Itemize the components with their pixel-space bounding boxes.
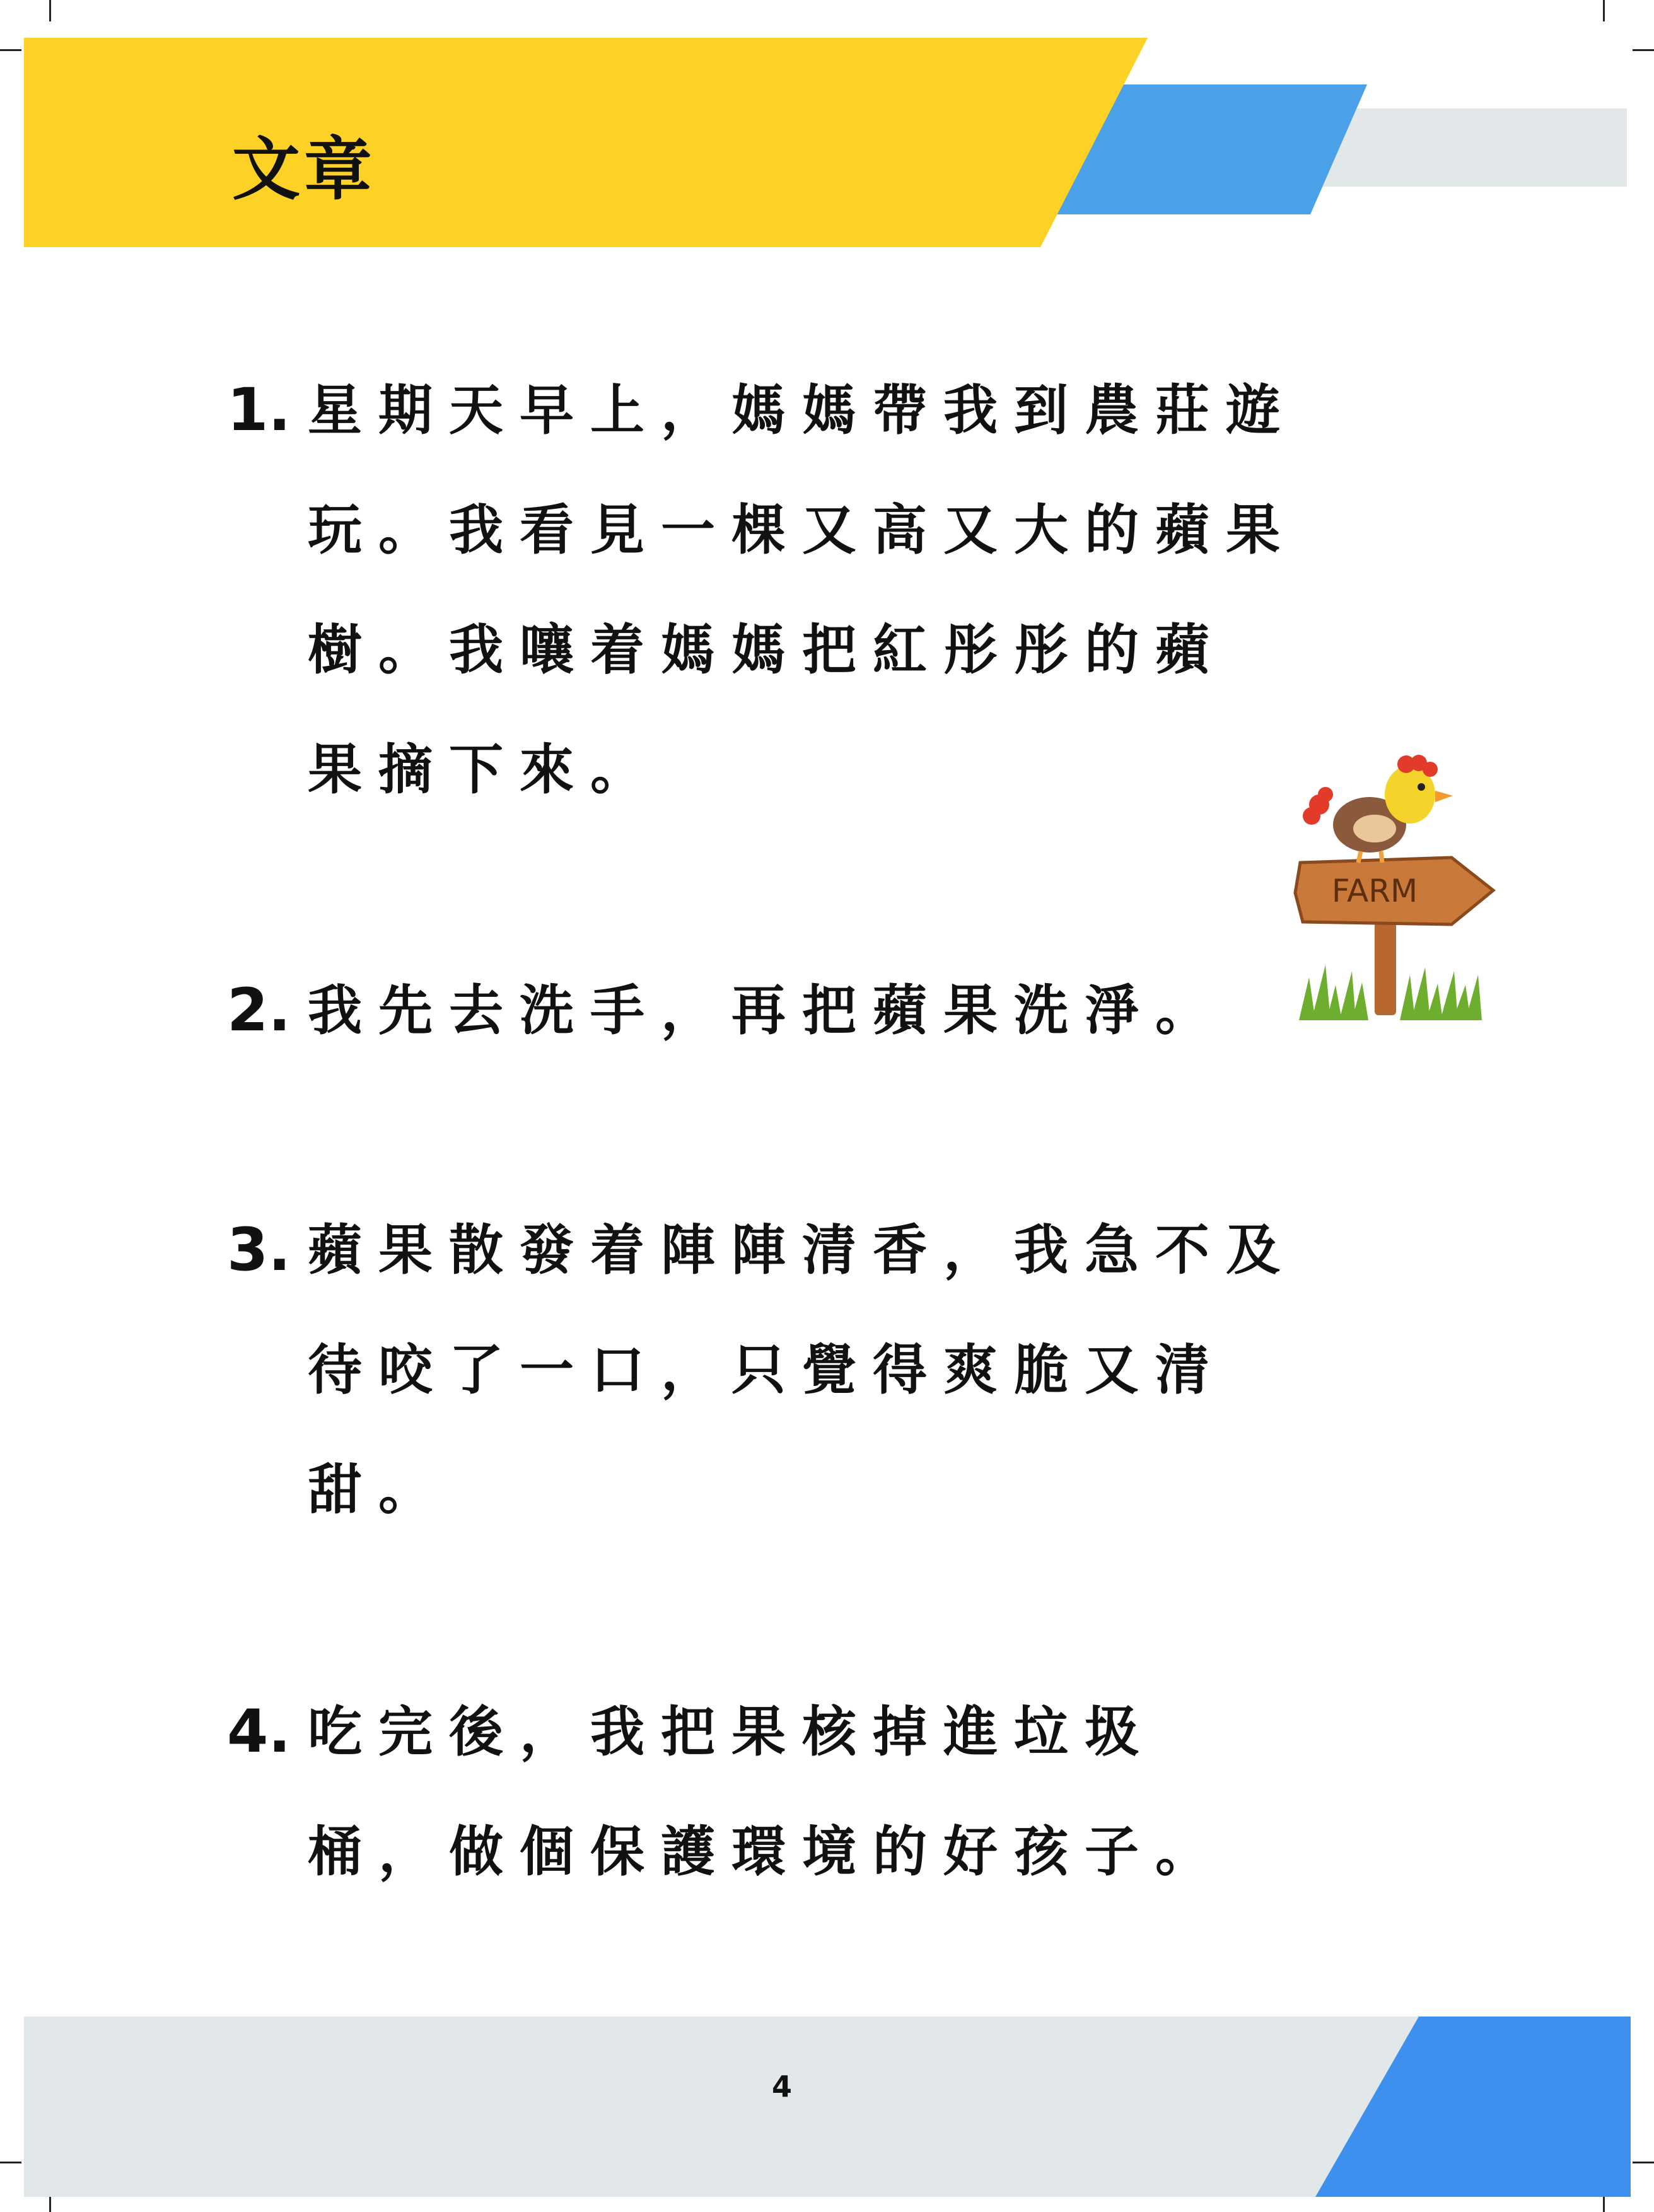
- banner-yellow-shape: [24, 38, 1148, 247]
- text-line: 玩。我看見一棵又高又大的蘋果: [308, 499, 1296, 562]
- page-number: 4: [771, 2069, 792, 2104]
- item-number: 3.: [227, 1216, 291, 1284]
- item-number: 4.: [227, 1697, 291, 1766]
- header-banner: [0, 0, 1654, 265]
- page-title: 文章: [232, 131, 376, 209]
- text-line: 甜。: [308, 1458, 449, 1522]
- sign-label: FARM: [1331, 873, 1418, 909]
- text-line: 我先去洗手，再把蘋果洗淨。: [308, 979, 1226, 1042]
- text-line: 蘋果散發着陣陣清香，我急不及: [308, 1219, 1296, 1282]
- item-number: 2.: [227, 976, 291, 1045]
- text-line: 樹。我嚷着媽媽把紅彤彤的蘋: [308, 619, 1226, 682]
- item-text: [308, 1190, 1506, 1550]
- text-line: 吃完後，我把果核掉進垃圾: [308, 1701, 1155, 1764]
- chicken-icon: [1303, 755, 1453, 863]
- farm-sign-illustration: [1286, 750, 1501, 1028]
- text-line: 待咬了一口，只覺得爽脆又清: [308, 1339, 1226, 1402]
- text-line: 星期天早上，媽媽帶我到農莊遊: [308, 379, 1296, 442]
- text-line: 桶，做個保護環境的好孩子。: [308, 1820, 1226, 1883]
- item-text: [308, 1672, 1506, 1912]
- footer-bar: [0, 2011, 1654, 2212]
- text-line: 果摘下來。: [308, 738, 661, 801]
- item-number: 1.: [227, 376, 291, 445]
